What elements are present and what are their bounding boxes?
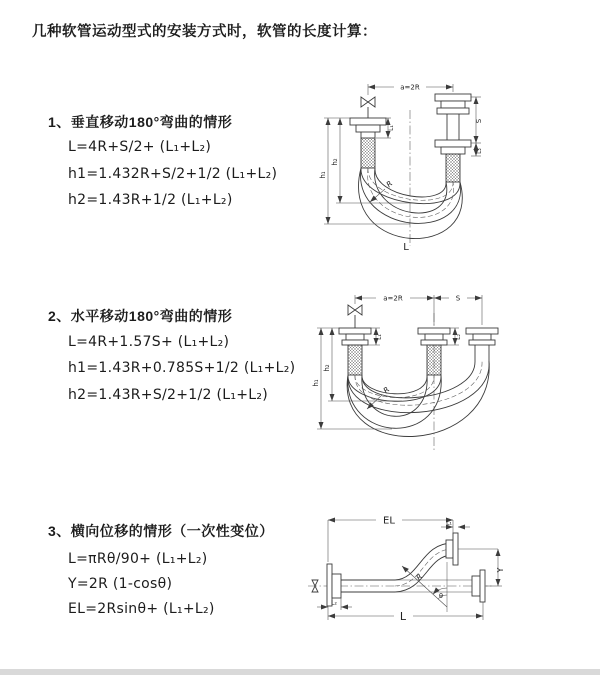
dim-label-h1: h₁ bbox=[319, 171, 327, 179]
dimension-l1 bbox=[441, 520, 470, 528]
dim-label-h2: h₂ bbox=[323, 364, 331, 372]
diagram-horizontal-180-bend bbox=[310, 283, 600, 458]
dim-label-l2: L₂ bbox=[455, 334, 462, 340]
hose-loops bbox=[347, 361, 489, 436]
section-1-heading: 1、垂直移动180°弯曲的情形 bbox=[48, 114, 233, 130]
middle-pipe-assembly bbox=[418, 328, 450, 375]
dimension-y bbox=[486, 549, 505, 586]
dim-label-h2: h₂ bbox=[331, 158, 339, 166]
section-3-formula-L: L=πRθ/90+ (L₁+L₂) bbox=[68, 551, 208, 567]
dim-label-el: EL bbox=[383, 515, 395, 527]
section-3-formula-Y: Y=2R (1-cosθ) bbox=[68, 576, 173, 592]
braided-hose-section bbox=[348, 345, 362, 375]
page-title: 几种软管运动型式的安装方式时，软管的长度计算： bbox=[32, 24, 377, 40]
dim-label-h1: h₁ bbox=[312, 379, 320, 387]
dim-label-r: R bbox=[414, 572, 425, 583]
right-pipe-assembly bbox=[466, 328, 498, 361]
section-2-formula-L: L=4R+1.57S+ (L₁+L₂) bbox=[68, 334, 230, 350]
dim-label-l: L bbox=[399, 610, 407, 623]
section-2-formula-h2: h2=1.43R+S/2+1/2 (L₁+L₂) bbox=[68, 387, 269, 403]
dimension-l bbox=[328, 599, 483, 623]
dim-label-l: L bbox=[403, 242, 409, 253]
dim-label-r: R bbox=[384, 178, 395, 190]
dim-label-y: Y bbox=[496, 567, 505, 573]
dim-label-a2r: a=2R bbox=[383, 294, 403, 303]
section-2-formula-h1: h1=1.43R+0.785S+1/2 (L₁+L₂) bbox=[68, 360, 296, 376]
dim-label-theta: θ bbox=[439, 592, 443, 600]
dimension-a2r bbox=[368, 84, 453, 96]
valve-icon bbox=[348, 305, 362, 328]
left-flange-assembly bbox=[327, 564, 395, 606]
dim-label-s: S bbox=[455, 294, 461, 303]
braided-hose-section bbox=[427, 345, 441, 375]
dim-label-l1: L₁ bbox=[446, 519, 452, 527]
diagram-lateral-displacement bbox=[300, 500, 600, 670]
braided-hose-section bbox=[446, 154, 460, 182]
section-1-formula-L: L=4R+S/2+ (L₁+L₂) bbox=[68, 139, 212, 155]
section-2-heading: 2、水平移动180°弯曲的情形 bbox=[48, 308, 233, 324]
dimension-h bbox=[319, 118, 413, 224]
scan-edge bbox=[0, 669, 600, 675]
diagram-vertical-180-bend bbox=[310, 72, 600, 257]
left-pipe-assembly bbox=[350, 118, 386, 168]
valve-icon bbox=[361, 97, 375, 118]
dimension-el bbox=[328, 516, 453, 563]
dim-label-l1: L₁ bbox=[388, 125, 395, 131]
dim-label-l2: L₂ bbox=[331, 599, 337, 607]
braided-hose-section bbox=[361, 138, 375, 168]
dimension-s bbox=[471, 97, 483, 143]
dimension-a2r bbox=[355, 295, 482, 326]
left-pipe-assembly bbox=[339, 328, 371, 375]
section-3-heading: 3、横向位移的情形（一次性变位） bbox=[48, 523, 274, 539]
dim-label-a2r: a=2R bbox=[400, 83, 420, 92]
dim-label-l1: L₁ bbox=[376, 334, 383, 340]
dim-label-s: S bbox=[475, 118, 483, 124]
dimension-l2 bbox=[317, 598, 352, 610]
right-pipe-assembly bbox=[435, 94, 471, 182]
section-1-formula-h1: h1=1.432R+S/2+1/2 (L₁+L₂) bbox=[68, 166, 278, 182]
section-1-formula-h2: h2=1.43R+1/2 (L₁+L₂) bbox=[68, 192, 233, 208]
section-3-formula-EL: EL=2Rsinθ+ (L₁+L₂) bbox=[68, 601, 215, 617]
dimension-l2 bbox=[471, 143, 483, 156]
dim-label-l2: L₂ bbox=[476, 148, 483, 154]
dim-label-r: R bbox=[381, 384, 392, 396]
angle-theta bbox=[402, 562, 447, 612]
